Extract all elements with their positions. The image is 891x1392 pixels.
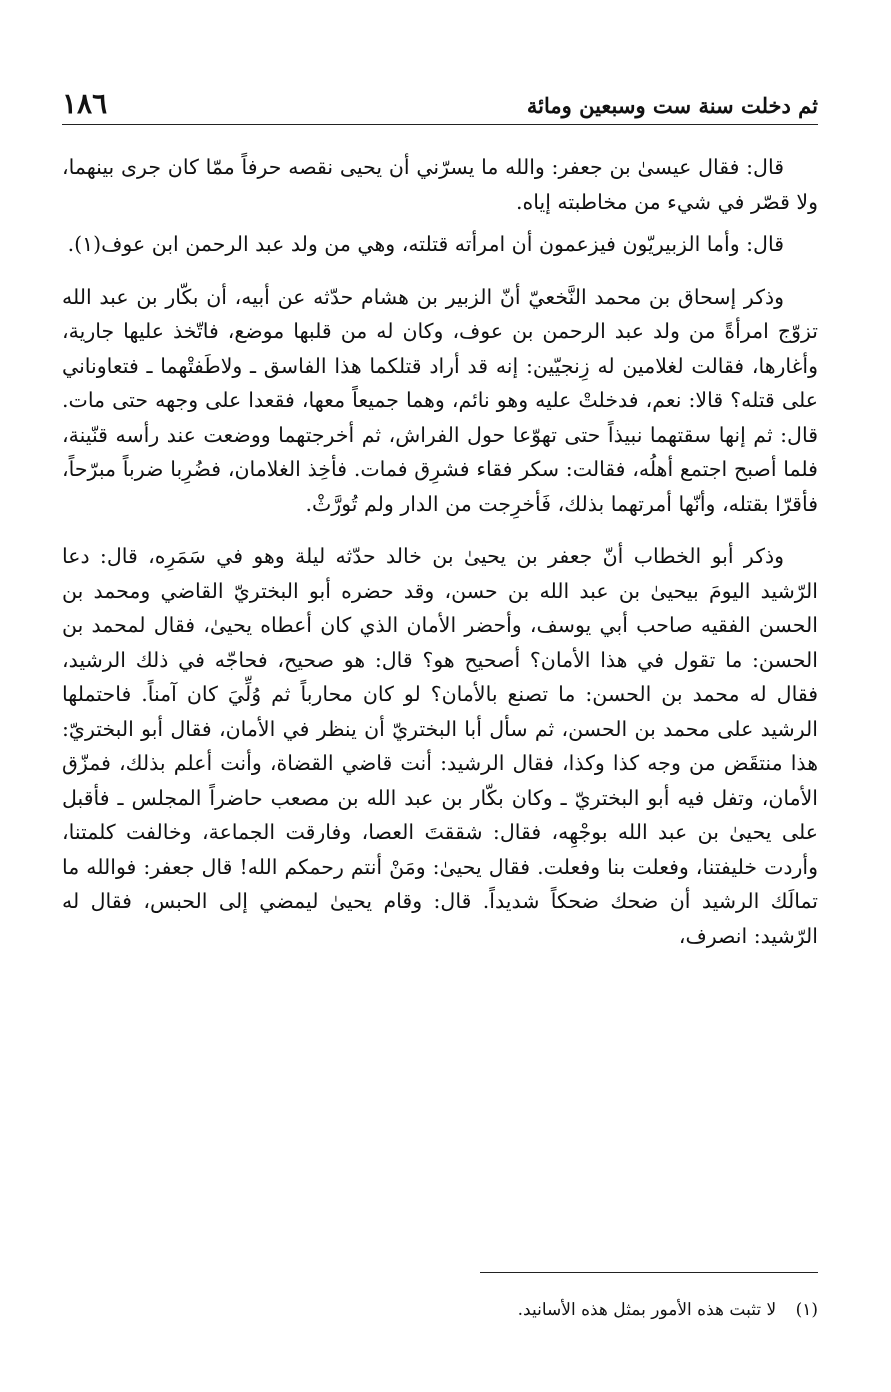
- running-title: ثم دخلت سنة ست وسبعين ومائة: [526, 93, 818, 118]
- paragraph-1: قال: فقال عيسىٰ بن جعفر: والله ما يسرّني أن يحيى نقصه حرفاً ممّا كان جرى بينهما، ولا قصّر في شيء من مخاطبته إياه.: [62, 155, 818, 214]
- footnote: [62, 1300, 818, 1320]
- footnote-marker: (١): [795, 1300, 818, 1320]
- footnote-divider: [480, 1272, 818, 1273]
- paragraph-3: وذكر إسحاق بن محمد النَّخعيّ أنّ الزبير بن هشام حدّثه عن أبيه، أن بكّار بن عبد الله تزوّج امرأةً من ولد عبد الرحمن بن عوف، وكان له من قلبها موضع، فاتّخذ عليها جارية، وأغارها، فقالت لغلامين له زِنجيّين: إنه قد أراد قتلكما هذا الفاسق ـ ولاطَفتْهما ـ فتعاوناني على قتله؟ قالا: نعم، فدخلتْ عليه وهو نائم، وهما جميعاً معها، فقعدا على وجهه حتى مات. قال: ثم إنها سقتهما نبيذاً حتى تهوّعا حول الفراش، ثم أخرجتهما ووضعت عند رأسه قنّينة، فلما أصبح اجتمع أهلُه، فقالت: سكر فقاء فشرِق فمات. فأخِذ الغلامان، فضُرِبا ضرباً مبرّحاً، فأقرّا بقتله، وأنّها أمرتهما بذلك، فَأخرِجت من الدار ولم تُورَّثْ.: [62, 284, 818, 516]
- page-number: ١٨٦: [62, 87, 108, 120]
- footnote-text: لا تثبت هذه الأمور بمثل هذه الأسانيد.: [517, 1300, 777, 1320]
- paragraph-2: قال: وأما الزبيريّون فيزعمون أن امرأته قتلته، وهي من ولد عبد الرحمن ابن عوف(١).: [67, 232, 784, 256]
- paragraph-4: وذكر أبو الخطاب أنّ جعفر بن يحيىٰ بن خالد حدّثه ليلة وهو في سَمَرِه، قال: دعا الرّشيد اليومَ بيحيىٰ بن عبد الله بن حسن، وقد حضره أبو البختريّ القاضي ومحمد بن الحسن الفقيه صاحب أبي يوسف، وأحضر الأمان الذي كان أعطاه يحيىٰ، فقال لمحمد بن الحسن: ما تقول في هذا الأمان؟ أصحيح هو؟ قال: هو صحيح، فحاجّه في ذلك الرشيد، فقال له محمد بن الحسن: ما تصنع بالأمان؟ لو كان محارباً ثم وُلِّيَ كان آمناً. فاحتملها الرشيد على محمد بن الحسن، ثم سأل أبا البختريّ أن ينظر في الأمان، فقال أبو البختريّ: هذا منتقَض من وجه كذا وكذا، فقال الرشيد: أنت قاضي القضاة، وأنت أعلم بذلك، فمزّق الأمان، وتفل فيه أبو البختريّ ـ وكان بكّار بن عبد الله بن مصعب حاضراً المجلس ـ فأقبل على يحيىٰ بن عبد الله بوجْهِه، فقال: شققتَ العصا، وفارقت الجماعة، وخالفت كلمتنا، وأردت خليفتنا، وفعلت بنا وفعلت. فقال يحيىٰ: ومَنْ أنتم رحمكم الله! قال جعفر: فوالله ما تمالَك الرشيد أن ضحك ضحكاً شديداً. قال: وقام يحيىٰ ليمضي إلى الحبس، فقال له الرّشيد: انصرف،: [62, 544, 818, 948]
- page-header: [62, 84, 818, 125]
- body-text: [62, 150, 818, 961]
